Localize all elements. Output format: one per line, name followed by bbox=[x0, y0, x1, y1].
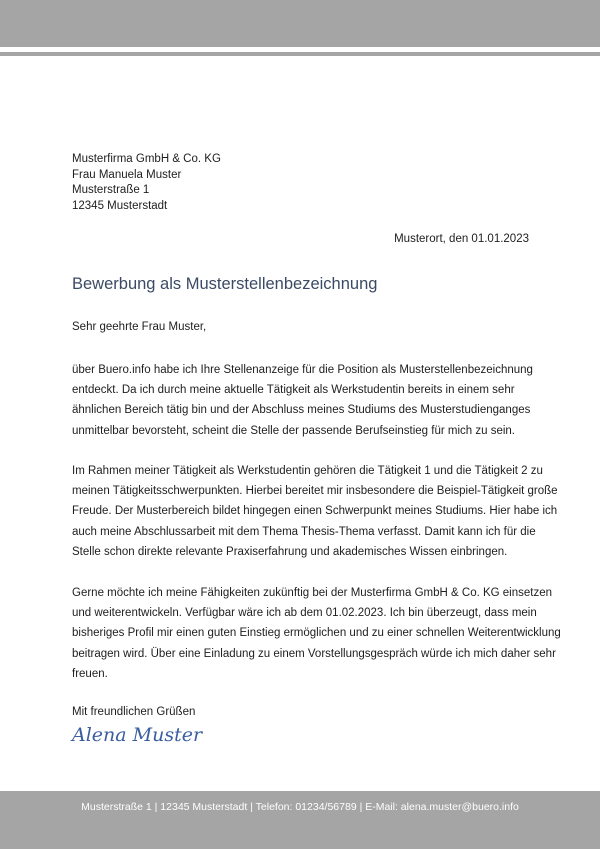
footer-contact-info: Musterstraße 1 | 12345 Musterstadt | Telefon: 01234/56789 | E-Mail: alena.muster@buero.info bbox=[81, 801, 519, 813]
paragraph-line: Stelle schon direkte relevante Praxiserfahrung und akademisches Wissen einbringen. bbox=[72, 545, 508, 558]
paragraph-line: meinen Tätigkeitsschwerpunkten. Hierbei bereitet mir insbesondere die Beispiel-Tätigkeit große bbox=[72, 485, 558, 498]
salutation: Sehr geehrte Frau Muster, bbox=[72, 321, 207, 333]
paragraph-line: entdeckt. Da ich durch meine aktuelle Tätigkeit als Werkstudentin bereits in einem sehr bbox=[72, 384, 515, 397]
header-stripe bbox=[0, 52, 600, 56]
subject-heading: Bewerbung als Musterstellenbezeichnung bbox=[72, 275, 378, 293]
date-line: Musterort, den 01.01.2023 bbox=[394, 233, 529, 245]
signature: Alena Muster bbox=[72, 724, 203, 746]
paragraph-2 bbox=[72, 461, 558, 562]
footer-band bbox=[0, 791, 600, 849]
paragraph-line: auch meine Abschlussarbeit mit dem Thema Thesis-Thema verfasst. Damit kann ich für die bbox=[72, 525, 536, 538]
paragraph-line: über Buero.info habe ich Ihre Stellenanzeige für die Position als Musterstellenbezeichnung bbox=[72, 364, 533, 376]
paragraph-line: bisheriges Profil mir einen guten Einstieg ermöglichen und zu einer schnellen Weiterentwicklung bbox=[72, 627, 561, 640]
paragraph-line: unmittelbar bevorsteht, scheint die Stelle der passende Berufseinstieg für mich zu sein. bbox=[72, 424, 515, 437]
recipient-person: Frau Manuela Muster bbox=[72, 168, 182, 181]
paragraph-line: freuen. bbox=[72, 667, 108, 680]
recipient-city: 12345 Musterstadt bbox=[72, 199, 168, 212]
paragraph-line: Im Rahmen meiner Tätigkeit als Werkstudentin gehören die Tätigkeit 1 und die Tätigkeit 2 zu bbox=[72, 465, 543, 477]
header-band bbox=[0, 0, 600, 47]
recipient-address bbox=[72, 152, 221, 214]
closing-phrase: Mit freundlichen Grüßen bbox=[72, 706, 196, 718]
paragraph-line: Freude. Der Musterbereich bildet hingegen einen Schwerpunkt meines Studiums. Hier habe ich bbox=[72, 505, 558, 518]
paragraph-line: ähnlichen Bereich tätig bin und der Abschluss meines Studiums des Musterstudienganges bbox=[72, 404, 531, 417]
recipient-company: Musterfirma GmbH & Co. KG bbox=[72, 153, 221, 165]
paragraph-line: beitragen wird. Über eine Einladung zu einem Vorstellungsgespräch würde ich mich daher sehr bbox=[72, 647, 556, 660]
recipient-street: Musterstraße 1 bbox=[72, 184, 150, 197]
paragraph-3 bbox=[72, 583, 561, 684]
paragraph-1 bbox=[72, 360, 542, 441]
paragraph-line: und weiterentwickeln. Verfügbar wäre ich ab dem 01.02.2023. Ich bin überzeugt, dass mein bbox=[72, 607, 537, 620]
paragraph-line: Gerne möchte ich meine Fähigkeiten zukünftig bei der Musterfirma GmbH & Co. KG einsetzen bbox=[72, 587, 553, 599]
